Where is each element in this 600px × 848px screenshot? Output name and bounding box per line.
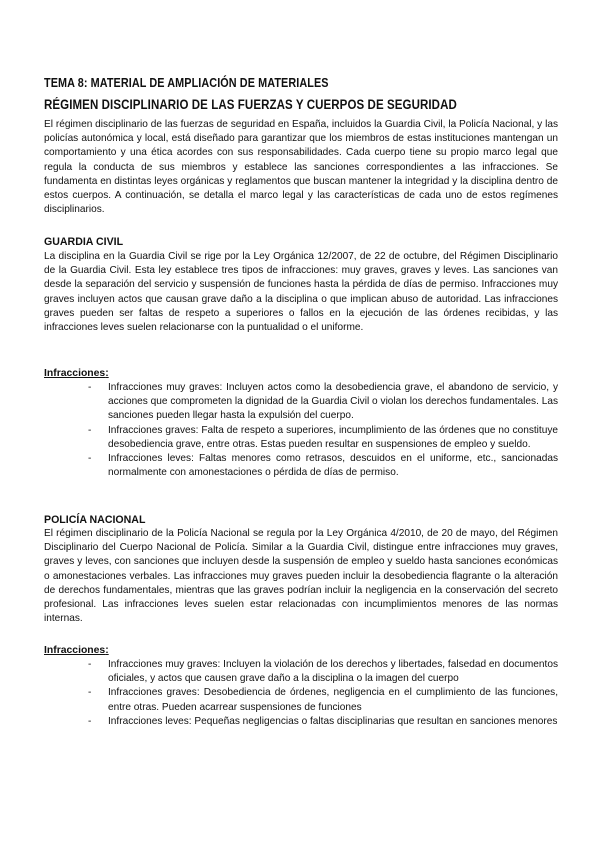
document-subtitle: RÉGIMEN DISCIPLINARIO DE LAS FUERZAS Y CUERPOS DE SEGURIDAD [44, 97, 457, 112]
section-body-policia-nacional: El régimen disciplinario de la Policía Nacional se regula por la Ley Orgánica 4/2010, de 20 de mayo, del Régimen Disciplinario del Cuerpo Nacional de Policía. Similar a la Guardia Civil, distingue entre infracciones muy graves, graves y leves, con sanciones que incluyen desde la suspensión de empleo y sueldo hasta sanciones económicas o amonestaciones verbales. Las infracciones muy graves pueden incluir la desobediencia flagrante o la alteración de derechos fundamentales, mientras que las graves podrían incluir la negligencia en la conservación del secreto profesional. Las infracciones leves suelen estar relacionadas con incumplimientos menores de las normas internas. [44, 528, 558, 625]
document-title: TEMA 8: MATERIAL DE AMPLIACIÓN DE MATERIALES [44, 76, 329, 90]
infracciones-label-text: Infracciones [44, 645, 106, 656]
list-item-text: Infracciones muy graves: Incluyen actos como la desobediencia grave, el abandono de servicio, y acciones que comprometen la dignidad de la Guardia Civil o violan los derechos fundamentales. Las sanciones pueden llegar hasta la expulsión del cuerpo. [108, 382, 558, 422]
label-colon: : [105, 645, 109, 656]
infracciones-label [44, 644, 109, 658]
list-item-text: Infracciones muy graves: Incluyen la violación de los derechos y libertades, falsedad en documentos oficiales, y actos que causen grave daño a la disciplina o la imagen del cuerpo [108, 659, 558, 685]
infracciones-list-policia-nacional [88, 658, 558, 729]
bullet-dash: - [88, 659, 92, 670]
section-heading-guardia-civil: GUARDIA CIVIL [44, 236, 124, 248]
bullet-dash: - [88, 382, 92, 393]
list-item-text: Infracciones graves: Desobediencia de órdenes, negligencia en el cumplimiento de las funciones, entre otras. Pueden acarrear suspensiones de funciones [108, 687, 558, 713]
list-item [88, 424, 558, 452]
list-item-text: Infracciones leves: Faltas menores como retrasos, descuidos en el uniforme, etc., sancionadas normalmente con amonestaciones o pérdida de días de permiso. [108, 453, 558, 479]
list-item-text: Infracciones graves: Falta de respeto a superiores, incumplimiento de las órdenes que no constituye desobediencia grave, entre otras. Estas pueden resultar en suspensiones de empleo y sueldo. [108, 424, 558, 450]
label-colon: : [105, 368, 109, 379]
list-item-text: Infracciones leves: Pequeñas negligencias o faltas disciplinarias que resultan en sanciones menores [108, 715, 558, 727]
list-item [88, 715, 558, 729]
infracciones-label-text: Infracciones [44, 368, 106, 379]
list-item [88, 381, 558, 424]
section-heading-policia-nacional: POLICÍA NACIONAL [44, 514, 146, 526]
list-item [88, 658, 558, 686]
infracciones-label [44, 367, 109, 381]
list-item [88, 686, 558, 714]
bullet-dash: - [88, 453, 92, 465]
intro-paragraph: El régimen disciplinario de las fuerzas de seguridad en España, incluidos la Guardia Civil, la Policía Nacional, y las policías autonómica y local, está diseñado para garantizar que los miembros de estas instituciones mantengan un comportamiento y una ética acordes con sus responsabilidades. Cada cuerpo tiene su propio marco legal que regula la conducta de sus miembros y establece las sanciones correspondientes a las infracciones. Se fundamenta en distintas leyes orgánicas y reglamentos que buscan mantener la integridad y la disciplina dentro de estos cuerpos. A continuación, se detalla el marco legal y las características de cada uno de estos regímenes disciplinarios. [44, 119, 558, 216]
bullet-dash: - [88, 687, 92, 699]
list-item [88, 452, 558, 480]
bullet-dash: - [88, 715, 92, 727]
bullet-dash: - [88, 424, 92, 436]
infracciones-list-guardia-civil [88, 381, 558, 480]
section-body-guardia-civil: La disciplina en la Guardia Civil se rige por la Ley Orgánica 12/2007, de 22 de octubre, del Régimen Disciplinario de la Guardia Civil. Esta ley establece tres tipos de infracciones: muy graves, graves y leves. Las sanciones van desde la separación del servicio y suspensión de funciones hasta la pérdida de días de permiso. Infracciones muy graves incluyen actos que causan grave daño a la disciplina o que implican abuso de autoridad. Las infracciones graves pueden ser faltas de respeto a superiores o fallos en la ejecución de las órdenes recibidas, y las infracciones leves suelen relacionarse con la puntualidad o el uniforme. [44, 251, 558, 334]
